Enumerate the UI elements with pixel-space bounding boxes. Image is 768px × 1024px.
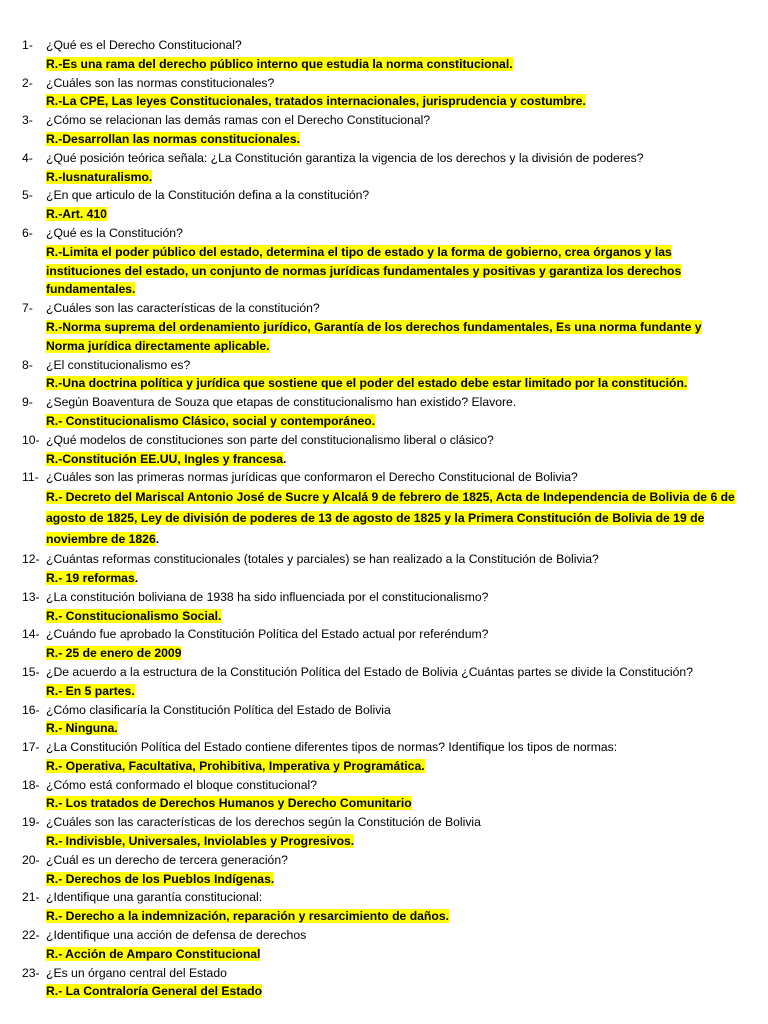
qa-item-6: [22, 224, 742, 299]
question-number: 6-: [22, 225, 33, 240]
qa-item-20: [22, 851, 742, 889]
question-number: 19-: [22, 815, 40, 830]
answer: [22, 607, 742, 626]
question-text: ¿Es un órgano central del Estado: [46, 965, 227, 980]
question-number: 23-: [22, 965, 40, 980]
qa-item-2: [22, 74, 742, 112]
answer-text: R.- Ninguna.: [46, 721, 118, 736]
question-text: ¿La Constitución Política del Estado contiene diferentes tipos de normas? Identifique los tipos de normas:: [46, 740, 618, 755]
answer: [22, 569, 742, 588]
answer-text: R.-Una doctrina política y jurídica que sostiene que el poder del estado debe estar limitado por la constitución.: [46, 376, 688, 391]
answer-text: R.- Constitucionalismo Social.: [46, 608, 222, 623]
qa-item-4: [22, 149, 742, 187]
question-text: ¿Cuántas reformas constitucionales (totales y parciales) se han realizado a la Constitución de Bolivia?: [46, 552, 599, 567]
answer: [22, 55, 742, 74]
answer-text: R.- 19 reformas: [46, 570, 135, 585]
answer-text: R.- Derecho a la indemnización, reparación y resarcimiento de daños.: [46, 909, 449, 924]
answer-text: R.- La Contraloría General del Estado: [46, 984, 263, 999]
question-text: ¿Qué es el Derecho Constitucional?: [46, 38, 242, 52]
question-number: 14-: [22, 627, 40, 642]
answer: [22, 450, 742, 469]
answer: [22, 982, 742, 1001]
question-number: 2-: [22, 75, 33, 90]
answer: [22, 644, 742, 663]
question-text: ¿Cómo está conformado el bloque constitucional?: [46, 777, 317, 792]
answer: [22, 945, 742, 964]
qa-item-17: [22, 738, 742, 776]
answer-text: R.-Es una rama del derecho público interno que estudia la norma constitucional.: [46, 56, 513, 71]
question-text: ¿De acuerdo a la estructura de la Constitución Política del Estado de Bolivia ¿Cuántas partes se divide la Constitución?: [46, 664, 693, 679]
answer-text: R.-Norma suprema del ordenamiento jurídico, Garantía de los derechos fundamentales, Es una norma fundante y Norma jurídica directamente aplicable.: [46, 319, 702, 353]
question-text: ¿Según Boaventura de Souza que etapas de constitucionalismo han existido? Elavore.: [46, 395, 517, 410]
question-number: 9-: [22, 395, 33, 410]
answer-text: R.-Iusnaturalismo.: [46, 169, 153, 184]
question-text: ¿Cuáles son las características de los derechos según la Constitución de Bolivia: [46, 815, 481, 830]
question-text: ¿Cómo clasificaría la Constitución Política del Estado de Bolivia: [46, 702, 391, 717]
answer: [22, 832, 742, 851]
answer: [22, 794, 742, 813]
qa-item-23: [22, 964, 742, 1002]
qa-item-3: [22, 111, 742, 149]
answer-tail: .: [155, 532, 160, 547]
question-text: ¿Cómo se relacionan las demás ramas con el Derecho Constitucional?: [46, 113, 431, 128]
question-text: ¿Cuáles son las normas constitucionales?: [46, 75, 275, 90]
question-number: 10-: [22, 432, 40, 447]
question-number: 15-: [22, 664, 40, 679]
question-text: ¿Identifique una acción de defensa de derechos: [46, 928, 307, 943]
answer: [22, 205, 742, 224]
question-number: 3-: [22, 113, 33, 128]
question-number: 21-: [22, 890, 40, 905]
answer-text: R.-Constitución EE.UU, Ingles y francesa: [46, 451, 284, 466]
question-number: 7-: [22, 301, 33, 316]
answer-text: R.-Desarrollan las normas constitucionales.: [46, 131, 300, 146]
question-text: ¿El constitucionalismo es?: [46, 357, 191, 372]
answer: [22, 243, 742, 299]
question-number: 12-: [22, 552, 40, 567]
question-number: 8-: [22, 357, 33, 372]
answer-text: R.-Art. 410: [46, 207, 107, 222]
answer-text: R.- Los tratados de Derechos Humanos y Derecho Comunitario: [46, 796, 412, 811]
answer-text: R.- Derechos de los Pueblos Indígenas.: [46, 871, 275, 886]
qa-item-11: [22, 468, 742, 550]
question-text: ¿Identifique una garantía constitucional:: [46, 890, 263, 905]
answer: [22, 374, 742, 393]
question-number: 4-: [22, 150, 33, 165]
qa-item-1: [22, 36, 742, 74]
question-text: ¿Cuál es un derecho de tercera generación?: [46, 852, 288, 867]
question-number: 20-: [22, 852, 40, 867]
question-number: 5-: [22, 188, 33, 203]
answer: [22, 907, 742, 926]
question-number: 13-: [22, 589, 40, 604]
question-number: 1-: [22, 38, 33, 52]
question-text: ¿Cuándo fue aprobado la Constitución Política del Estado actual por referéndum?: [46, 627, 489, 642]
answer: [22, 92, 742, 111]
answer: [22, 719, 742, 738]
answer-text: R.- Acción de Amparo Constitucional: [46, 946, 261, 961]
answer-text: R.- Operativa, Facultativa, Prohibitiva, Imperativa y Programática.: [46, 758, 425, 773]
qa-item-7: [22, 299, 742, 355]
answer-text: R.- Constitucionalismo Clásico, social y contemporáneo.: [46, 413, 376, 428]
answer: [22, 870, 742, 889]
answer: [22, 487, 742, 550]
answer: [22, 130, 742, 149]
answer-tail: .: [283, 451, 287, 466]
qa-item-19: [22, 813, 742, 851]
question-text: ¿Cuáles son las características de la constitución?: [46, 301, 320, 316]
answer-text: R.-Limita el poder público del estado, determina el tipo de estado y la forma de gobierno, crea órganos y las instituciones del estado, un conjunto de normas jurídicas fundamentales y positivas y garantiza los derechos fundamentales.: [46, 244, 682, 297]
qa-item-22: [22, 926, 742, 964]
question-text: ¿La constitución boliviana de 1938 ha sido influenciada por el constitucionalismo?: [46, 589, 489, 604]
question-number: 16-: [22, 702, 40, 717]
question-text: ¿Qué modelos de constituciones son parte del constitucionalismo liberal o clásico?: [46, 432, 494, 447]
qa-item-12: [22, 550, 742, 588]
answer-text: R.- En 5 partes.: [46, 683, 135, 698]
question-text: ¿Cuáles son las primeras normas jurídicas que conformaron el Derecho Constitucional de Bolivia?: [46, 470, 578, 485]
answer-tail: .: [134, 570, 139, 585]
question-text: ¿En que articulo de la Constitución defina a la constitución?: [46, 188, 370, 203]
qa-item-8: [22, 356, 742, 394]
question-text: ¿Qué posición teórica señala: ¿La Constitución garantiza la vigencia de los derechos y la división de poderes?: [46, 150, 644, 165]
qa-item-14: [22, 625, 742, 663]
answer: [22, 757, 742, 776]
qa-item-21: [22, 888, 742, 926]
qa-item-10: [22, 431, 742, 469]
question-number: 18-: [22, 777, 40, 792]
question-number: 22-: [22, 928, 40, 943]
answer: [22, 168, 742, 187]
answer-text: R.- Decreto del Mariscal Antonio José de Sucre y Alcalá 9 de febrero de 1825, Acta de Independencia de Bolivia de 6 de agosto de 1825, Ley de división de poderes de 13 de agosto de 1825 y la Primera Constitución de Bolivia de 19 de noviembre de 1826: [46, 490, 735, 547]
answer-text: R.- Indivisble, Universales, Inviolables y Progresivos.: [46, 834, 355, 849]
question-number: 11-: [22, 470, 39, 485]
qa-item-16: [22, 701, 742, 739]
question-text: ¿Qué es la Constitución?: [46, 225, 183, 240]
question-number: 17-: [22, 740, 40, 755]
qa-item-13: [22, 588, 742, 626]
qa-item-15: [22, 663, 742, 701]
answer-text: R.- 25 de enero de 2009: [46, 646, 182, 661]
answer: [22, 318, 742, 356]
qa-item-9: [22, 393, 742, 431]
answer: [22, 412, 742, 431]
answer: [22, 682, 742, 701]
qa-item-5: [22, 186, 742, 224]
qa-item-18: [22, 776, 742, 814]
answer-text: R.-La CPE, Las leyes Constitucionales, tratados internacionales, jurisprudencia y costumbre.: [46, 94, 586, 109]
